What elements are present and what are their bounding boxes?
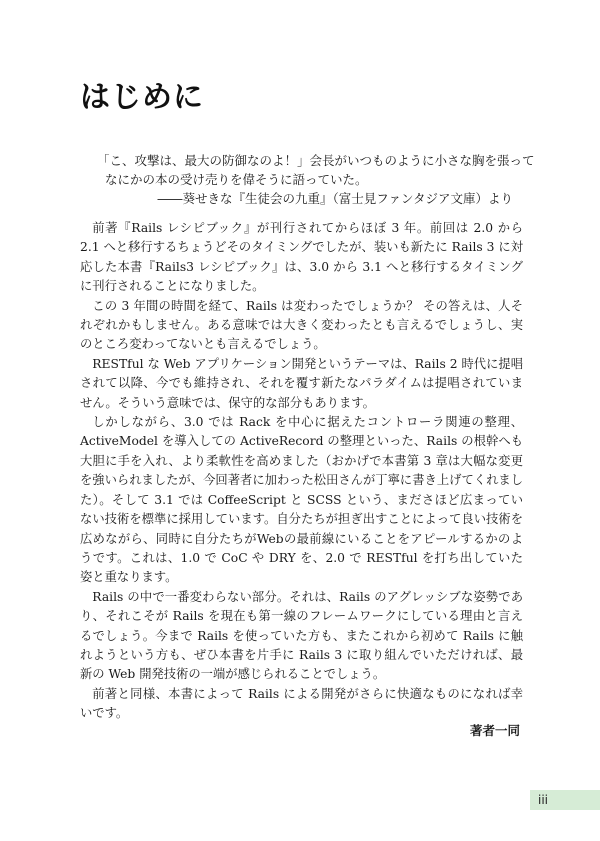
paragraph-3: RESTful な Web アプリケーション開発というテーマは、Rails 2 時代に提唱されて以降、今でも維持され、それを覆す新たなパラダイムは提唱されていません。そういう意味では、保守的な部分もあります。 — [80, 356, 523, 410]
signature: 著者一同 — [469, 723, 520, 738]
page-title: はじめに — [80, 80, 204, 115]
body-text — [80, 219, 523, 724]
epigraph-quote-line-1: 「こ、攻撃は、最大の防御なのよ！」会長がいつものように小さな胸を張って — [97, 153, 535, 168]
epigraph-attribution: ――葵せきな『生徒会の九重』（富士見ファンタジア文庫）より — [157, 191, 513, 206]
page-number: iii — [538, 793, 549, 807]
paragraph-1: 前著『Rails レシピブック』が刊行されてからほぼ 3 年。前回は 2.0 から 2.1 へと移行するちょうどそのタイミングでしたが、装いも新たに Rails 3 に対応した本書『Rails3 レシピブック』は、3.0 から 3.1 へと移行するタイミングに刊行されることになりました。 — [80, 221, 523, 294]
paragraph-5: Rails の中で一番変わらない部分。それは、Rails のアグレッシブな姿勢であり、それこそが Rails を現在も第一線のフレームワークにしている理由と言えるでしょう。今まで Rails を使っていた方も、またこれから初めて Rails に触れようという方も、ぜひ本書を片手に Rails 3 に取り組んでいただければ、最新の Web 開発技術の一端が感じられることでしょう。 — [80, 589, 523, 682]
paragraph-4: しかしながら、3.0 では Rack を中心に据えたコントローラ関連の整理、ActiveModel を導入しての ActiveRecord の整理といった、Rails の根幹へも大胆に手を入れ、より柔軟性を高めました（おかげで本書第 3 章は大幅な変更を強いられましたが、今回著者に加わった松田さんが丁寧に書き上げてくれました）。そして 3.1 では CoffeeScript と SCSS という、まださほど広まっていない技術を標準に採用しています。自分たちが担ぎ出すことによって良い技術を広めながら、同時に自分たちがWebの最前線にいることをアピールするかのようです。これは、1.0 で CoC や DRY を、2.0 で RESTful を打ち出していた姿と重なります。 — [80, 415, 523, 585]
page-number-tab — [530, 790, 600, 810]
paragraph-6: 前著と同様、本書によって Rails による開発がさらに快適なものになれば幸いです。 — [80, 686, 523, 721]
paragraph-2: この 3 年間の時間を経て、Rails は変わったでしょうか？ その答えは、人それぞれかもしません。ある意味では大きく変わったとも言えるでしょうし、実のところ変わってないとも言えるでしょう。 — [80, 298, 523, 352]
epigraph — [97, 151, 535, 208]
epigraph-quote-line-2: なにかの本の受け売りを偉そうに語っていた。 — [105, 172, 368, 187]
